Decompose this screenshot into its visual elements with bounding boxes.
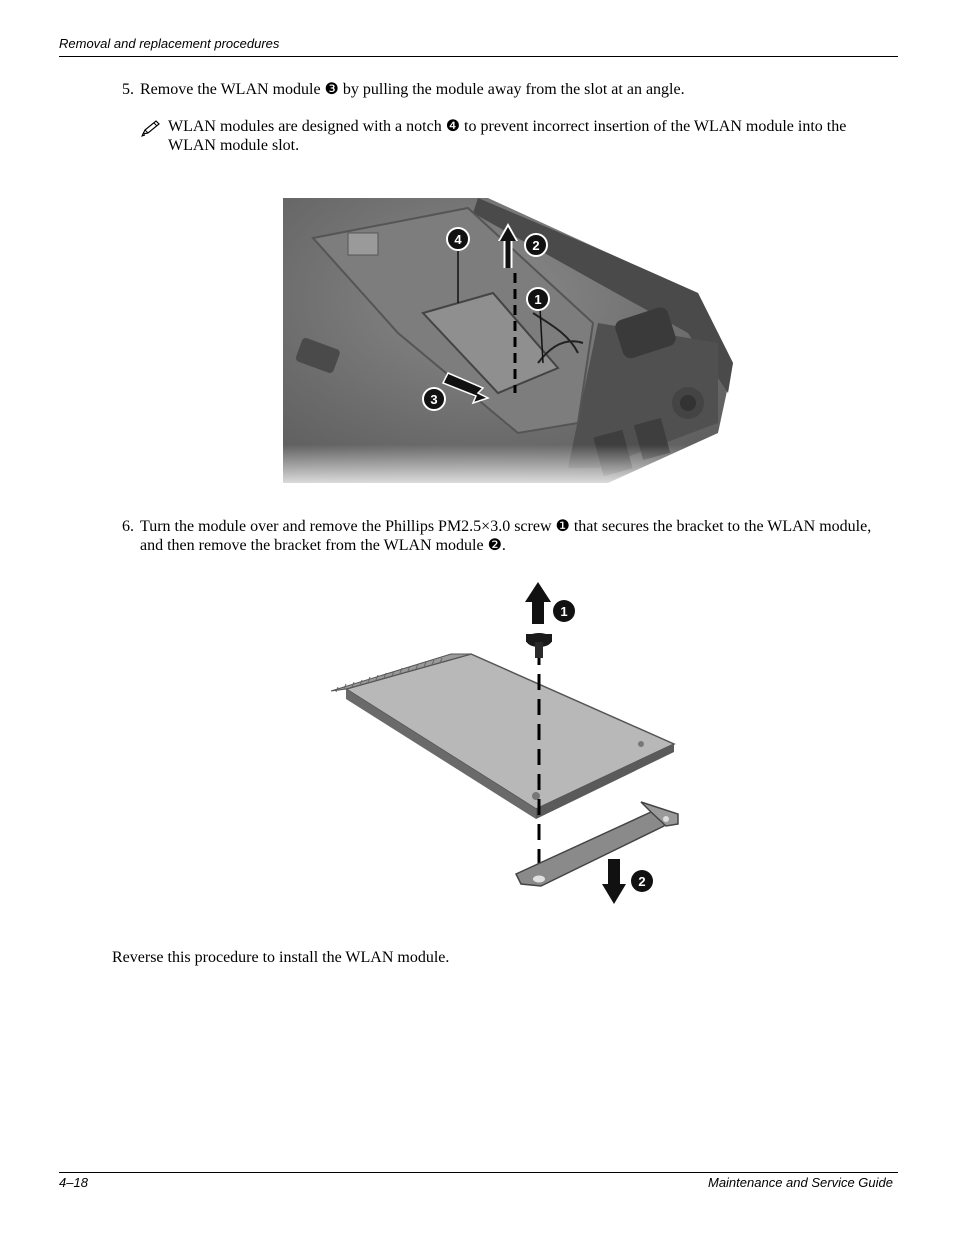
arrow-down-bracket — [602, 859, 626, 904]
step-6-text: Turn the module over and remove the Phillips PM2.5×3.0 screw ❶ that secures the bracket to the WLAN module, and then remove the bracket from the WLAN module ❷. — [140, 518, 872, 554]
callout-2 — [631, 870, 653, 892]
step-5-number: 5. — [122, 81, 134, 98]
step-5 — [122, 80, 882, 100]
callout-1 — [553, 600, 575, 622]
screw — [526, 633, 552, 658]
svg-text:1: 1 — [560, 604, 568, 619]
running-header: Removal and replacement procedures — [59, 36, 280, 51]
pencil-note-icon — [140, 119, 164, 137]
figure-wlan-removal-photo — [278, 193, 738, 489]
closing-instruction: Reverse this procedure to install the WLAN module. — [112, 949, 450, 966]
step-6-number: 6. — [122, 518, 134, 535]
header-rule — [59, 56, 898, 57]
arrow-up-screw — [525, 582, 551, 624]
figure-bracket-removal — [326, 574, 690, 910]
svg-text:2: 2 — [638, 874, 646, 889]
wlan-module-card — [346, 654, 674, 809]
page-number: 4–18 — [59, 1175, 88, 1190]
step-6 — [122, 517, 882, 557]
guide-title: Maintenance and Service Guide — [707, 1175, 893, 1190]
note-text: WLAN modules are designed with a notch ❹ to prevent incorrect insertion of the WLAN module into the WLAN module slot. — [168, 118, 847, 154]
step-5-text: Remove the WLAN module ❸ by pulling the module away from the slot at an angle. — [140, 81, 685, 98]
footer-rule — [59, 1172, 898, 1173]
